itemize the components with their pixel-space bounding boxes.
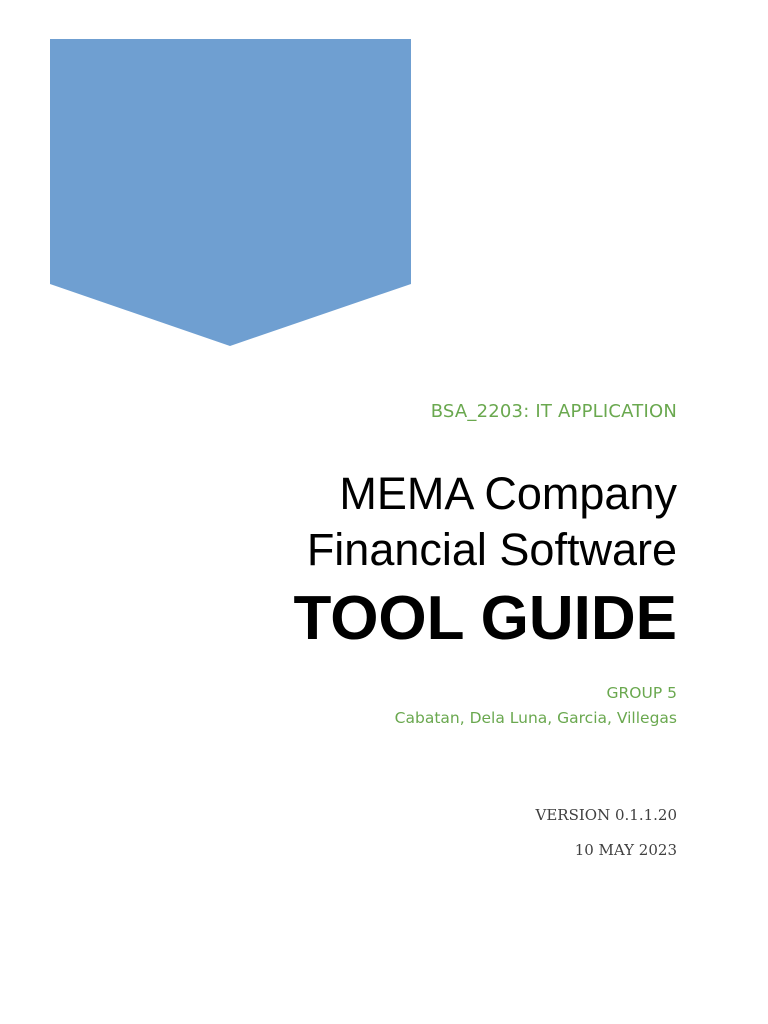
- cover-banner-shape: [50, 39, 411, 346]
- pentagon-banner-graphic: [50, 39, 411, 346]
- date-label: 10 MAY 2023: [574, 841, 677, 859]
- course-code-label: BSA_2203: IT APPLICATION: [430, 401, 677, 422]
- document-title-main: TOOL GUIDE: [293, 584, 677, 653]
- version-label: VERSION 0.1.1.20: [535, 806, 677, 824]
- group-label: GROUP 5: [606, 684, 677, 702]
- document-title-line-2: Financial Software: [306, 524, 677, 575]
- group-members: Cabatan, Dela Luna, Garcia, Villegas: [394, 709, 677, 727]
- document-title-line-1: MEMA Company: [339, 468, 677, 519]
